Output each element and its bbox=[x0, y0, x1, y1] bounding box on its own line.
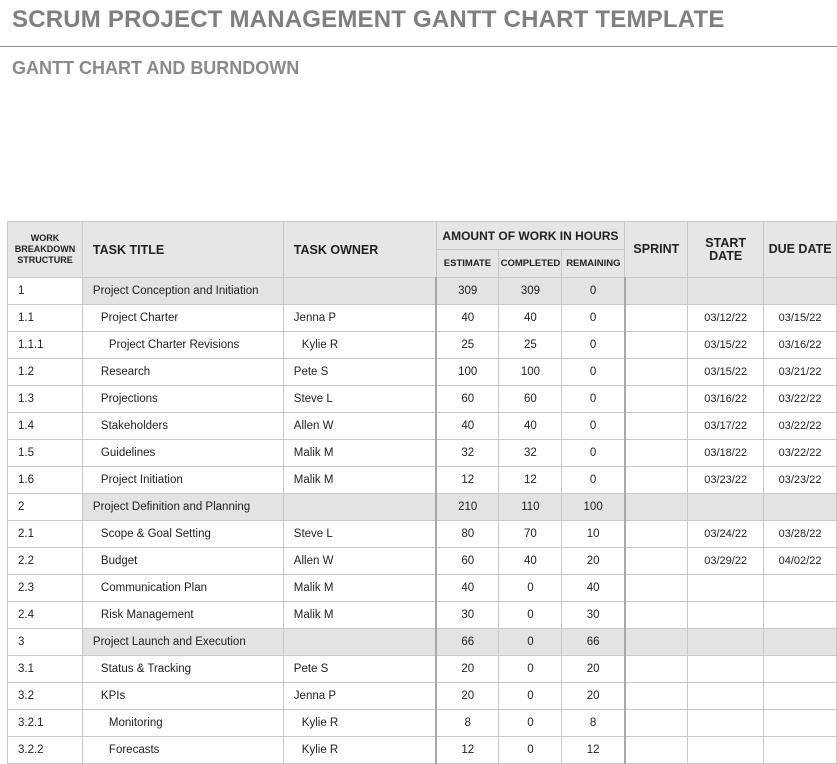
task-title-cell: Monitoring bbox=[82, 710, 283, 737]
completed-cell: 100 bbox=[499, 359, 562, 386]
remaining-cell: 12 bbox=[562, 737, 625, 764]
completed-cell: 0 bbox=[499, 602, 562, 629]
task-owner-cell: Jenna P bbox=[283, 305, 436, 332]
wbs-cell: 2 bbox=[8, 494, 83, 521]
start-date-cell: 03/24/22 bbox=[688, 521, 764, 548]
table-row bbox=[8, 521, 837, 548]
table-row bbox=[8, 575, 837, 602]
estimate-cell: 30 bbox=[436, 602, 499, 629]
estimate-cell: 32 bbox=[436, 440, 499, 467]
table-row bbox=[8, 359, 837, 386]
estimate-cell: 210 bbox=[436, 494, 499, 521]
due-date-cell: 03/28/22 bbox=[764, 521, 837, 548]
task-title-cell: Scope & Goal Setting bbox=[82, 521, 283, 548]
task-owner-cell bbox=[283, 629, 436, 656]
start-date-cell bbox=[688, 683, 764, 710]
estimate-cell: 100 bbox=[436, 359, 499, 386]
due-date-cell: 03/22/22 bbox=[764, 413, 837, 440]
task-title-cell: Project Conception and Initiation bbox=[82, 278, 283, 305]
table-row bbox=[8, 710, 837, 737]
remaining-cell: 100 bbox=[562, 494, 625, 521]
col-header-amount-of-work: AMOUNT OF WORK IN HOURS bbox=[436, 222, 625, 250]
task-owner-cell: Malik M bbox=[283, 575, 436, 602]
due-date-cell: 03/16/22 bbox=[764, 332, 837, 359]
completed-cell: 309 bbox=[499, 278, 562, 305]
task-rows bbox=[8, 278, 837, 764]
due-date-cell: 03/21/22 bbox=[764, 359, 837, 386]
due-date-cell: 03/15/22 bbox=[764, 305, 837, 332]
due-date-cell: 04/02/22 bbox=[764, 548, 837, 575]
task-title-cell: Stakeholders bbox=[82, 413, 283, 440]
completed-cell: 40 bbox=[499, 548, 562, 575]
task-owner-cell bbox=[283, 278, 436, 305]
start-date-cell: 03/23/22 bbox=[688, 467, 764, 494]
task-owner-cell: Allen W bbox=[283, 548, 436, 575]
estimate-cell: 20 bbox=[436, 683, 499, 710]
task-title-cell: Project Launch and Execution bbox=[82, 629, 283, 656]
remaining-cell: 10 bbox=[562, 521, 625, 548]
task-owner-cell: Kylie R bbox=[283, 332, 436, 359]
wbs-cell: 1.4 bbox=[8, 413, 83, 440]
col-header-start-date: START DATE bbox=[688, 222, 764, 278]
col-header-sprint: SPRINT bbox=[625, 222, 688, 278]
remaining-cell: 66 bbox=[562, 629, 625, 656]
start-date-cell bbox=[688, 575, 764, 602]
due-date-cell bbox=[764, 656, 837, 683]
sprint-cell bbox=[625, 737, 688, 764]
due-date-cell: 03/23/22 bbox=[764, 467, 837, 494]
start-date-cell bbox=[688, 737, 764, 764]
task-owner-cell: Malik M bbox=[283, 602, 436, 629]
task-title-cell: KPIs bbox=[82, 683, 283, 710]
sprint-cell bbox=[625, 575, 688, 602]
completed-cell: 32 bbox=[499, 440, 562, 467]
wbs-cell: 2.3 bbox=[8, 575, 83, 602]
sprint-cell bbox=[625, 602, 688, 629]
col-header-task-owner: TASK OWNER bbox=[283, 222, 436, 278]
estimate-cell: 12 bbox=[436, 467, 499, 494]
table-row bbox=[8, 656, 837, 683]
completed-cell: 0 bbox=[499, 710, 562, 737]
gantt-table bbox=[7, 221, 837, 764]
table-row-group bbox=[8, 494, 837, 521]
task-title-cell: Project Initiation bbox=[82, 467, 283, 494]
task-owner-cell: Allen W bbox=[283, 413, 436, 440]
estimate-cell: 40 bbox=[436, 305, 499, 332]
col-header-completed: COMPLETED bbox=[499, 250, 562, 278]
wbs-cell: 3.2.2 bbox=[8, 737, 83, 764]
estimate-cell: 25 bbox=[436, 332, 499, 359]
wbs-cell: 1.6 bbox=[8, 467, 83, 494]
sprint-cell bbox=[625, 278, 688, 305]
completed-cell: 0 bbox=[499, 656, 562, 683]
remaining-cell: 8 bbox=[562, 710, 625, 737]
task-title-cell: Projections bbox=[82, 386, 283, 413]
estimate-cell: 40 bbox=[436, 413, 499, 440]
due-date-cell bbox=[764, 494, 837, 521]
completed-cell: 40 bbox=[499, 305, 562, 332]
sprint-cell bbox=[625, 467, 688, 494]
estimate-cell: 60 bbox=[436, 386, 499, 413]
estimate-cell: 8 bbox=[436, 710, 499, 737]
remaining-cell: 30 bbox=[562, 602, 625, 629]
task-owner-cell: Steve L bbox=[283, 386, 436, 413]
remaining-cell: 40 bbox=[562, 575, 625, 602]
table-row bbox=[8, 332, 837, 359]
table-row bbox=[8, 413, 837, 440]
table-row bbox=[8, 440, 837, 467]
table-row-group bbox=[8, 278, 837, 305]
task-owner-cell: Malik M bbox=[283, 440, 436, 467]
task-title-cell: Project Charter Revisions bbox=[82, 332, 283, 359]
completed-cell: 25 bbox=[499, 332, 562, 359]
wbs-cell: 2.1 bbox=[8, 521, 83, 548]
estimate-cell: 40 bbox=[436, 575, 499, 602]
sprint-cell bbox=[625, 440, 688, 467]
task-owner-cell: Malik M bbox=[283, 467, 436, 494]
table-row bbox=[8, 386, 837, 413]
completed-cell: 70 bbox=[499, 521, 562, 548]
start-date-cell: 03/15/22 bbox=[688, 332, 764, 359]
sprint-cell bbox=[625, 413, 688, 440]
task-owner-cell bbox=[283, 494, 436, 521]
task-title-cell: Project Definition and Planning bbox=[82, 494, 283, 521]
sprint-cell bbox=[625, 548, 688, 575]
start-date-cell bbox=[688, 656, 764, 683]
start-date-cell bbox=[688, 602, 764, 629]
remaining-cell: 20 bbox=[562, 683, 625, 710]
sprint-cell bbox=[625, 521, 688, 548]
wbs-cell: 1.2 bbox=[8, 359, 83, 386]
remaining-cell: 0 bbox=[562, 278, 625, 305]
sprint-cell bbox=[625, 629, 688, 656]
task-owner-cell: Pete S bbox=[283, 359, 436, 386]
table-row bbox=[8, 548, 837, 575]
col-header-estimate: ESTIMATE bbox=[436, 250, 499, 278]
remaining-cell: 0 bbox=[562, 305, 625, 332]
task-owner-cell: Kylie R bbox=[283, 737, 436, 764]
start-date-cell bbox=[688, 710, 764, 737]
table-row bbox=[8, 305, 837, 332]
remaining-cell: 0 bbox=[562, 440, 625, 467]
wbs-cell: 2.2 bbox=[8, 548, 83, 575]
section-subtitle: GANTT CHART AND BURNDOWN bbox=[12, 58, 300, 78]
wbs-cell: 2.4 bbox=[8, 602, 83, 629]
completed-cell: 110 bbox=[499, 494, 562, 521]
start-date-cell bbox=[688, 494, 764, 521]
wbs-cell: 1.1 bbox=[8, 305, 83, 332]
table-row bbox=[8, 467, 837, 494]
task-owner-cell: Pete S bbox=[283, 656, 436, 683]
wbs-cell: 1.1.1 bbox=[8, 332, 83, 359]
sprint-cell bbox=[625, 494, 688, 521]
start-date-cell: 03/12/22 bbox=[688, 305, 764, 332]
due-date-cell bbox=[764, 278, 837, 305]
task-title-cell: Risk Management bbox=[82, 602, 283, 629]
due-date-cell bbox=[764, 683, 837, 710]
wbs-cell: 3.2.1 bbox=[8, 710, 83, 737]
completed-cell: 60 bbox=[499, 386, 562, 413]
table-row bbox=[8, 737, 837, 764]
wbs-cell: 3.2 bbox=[8, 683, 83, 710]
start-date-cell: 03/15/22 bbox=[688, 359, 764, 386]
sprint-cell bbox=[625, 656, 688, 683]
task-title-cell: Project Charter bbox=[82, 305, 283, 332]
task-owner-cell: Kylie R bbox=[283, 710, 436, 737]
completed-cell: 0 bbox=[499, 683, 562, 710]
completed-cell: 0 bbox=[499, 737, 562, 764]
table-row-group bbox=[8, 629, 837, 656]
col-header-wbs: WORK BREAKDOWN STRUCTURE bbox=[8, 222, 83, 278]
sprint-cell bbox=[625, 305, 688, 332]
estimate-cell: 20 bbox=[436, 656, 499, 683]
estimate-cell: 309 bbox=[436, 278, 499, 305]
estimate-cell: 12 bbox=[436, 737, 499, 764]
col-header-task-title: TASK TITLE bbox=[82, 222, 283, 278]
start-date-cell: 03/17/22 bbox=[688, 413, 764, 440]
remaining-cell: 20 bbox=[562, 656, 625, 683]
task-title-cell: Guidelines bbox=[82, 440, 283, 467]
task-owner-cell: Jenna P bbox=[283, 683, 436, 710]
sprint-cell bbox=[625, 683, 688, 710]
wbs-cell: 3.1 bbox=[8, 656, 83, 683]
remaining-cell: 0 bbox=[562, 332, 625, 359]
page-title: SCRUM PROJECT MANAGEMENT GANTT CHART TEMPLATE bbox=[12, 6, 725, 33]
sprint-cell bbox=[625, 359, 688, 386]
sprint-cell bbox=[625, 710, 688, 737]
completed-cell: 0 bbox=[499, 575, 562, 602]
remaining-cell: 0 bbox=[562, 467, 625, 494]
col-header-due-date: DUE DATE bbox=[764, 222, 837, 278]
remaining-cell: 20 bbox=[562, 548, 625, 575]
due-date-cell bbox=[764, 710, 837, 737]
due-date-cell bbox=[764, 602, 837, 629]
estimate-cell: 60 bbox=[436, 548, 499, 575]
estimate-cell: 80 bbox=[436, 521, 499, 548]
remaining-cell: 0 bbox=[562, 386, 625, 413]
start-date-cell: 03/16/22 bbox=[688, 386, 764, 413]
task-title-cell: Research bbox=[82, 359, 283, 386]
task-owner-cell: Steve L bbox=[283, 521, 436, 548]
col-header-remaining: REMAINING bbox=[562, 250, 625, 278]
task-title-cell: Status & Tracking bbox=[82, 656, 283, 683]
due-date-cell bbox=[764, 575, 837, 602]
remaining-cell: 0 bbox=[562, 413, 625, 440]
completed-cell: 12 bbox=[499, 467, 562, 494]
due-date-cell: 03/22/22 bbox=[764, 386, 837, 413]
wbs-cell: 3 bbox=[8, 629, 83, 656]
completed-cell: 0 bbox=[499, 629, 562, 656]
start-date-cell bbox=[688, 629, 764, 656]
due-date-cell bbox=[764, 629, 837, 656]
start-date-cell bbox=[688, 278, 764, 305]
task-title-cell: Forecasts bbox=[82, 737, 283, 764]
remaining-cell: 0 bbox=[562, 359, 625, 386]
task-title-cell: Communication Plan bbox=[82, 575, 283, 602]
wbs-cell: 1 bbox=[8, 278, 83, 305]
sprint-cell bbox=[625, 332, 688, 359]
due-date-cell bbox=[764, 737, 837, 764]
completed-cell: 40 bbox=[499, 413, 562, 440]
estimate-cell: 66 bbox=[436, 629, 499, 656]
start-date-cell: 03/18/22 bbox=[688, 440, 764, 467]
title-divider bbox=[0, 46, 837, 47]
task-title-cell: Budget bbox=[82, 548, 283, 575]
start-date-cell: 03/29/22 bbox=[688, 548, 764, 575]
wbs-cell: 1.3 bbox=[8, 386, 83, 413]
wbs-cell: 1.5 bbox=[8, 440, 83, 467]
sprint-cell bbox=[625, 386, 688, 413]
table-row bbox=[8, 683, 837, 710]
table-row bbox=[8, 602, 837, 629]
due-date-cell: 03/22/22 bbox=[764, 440, 837, 467]
